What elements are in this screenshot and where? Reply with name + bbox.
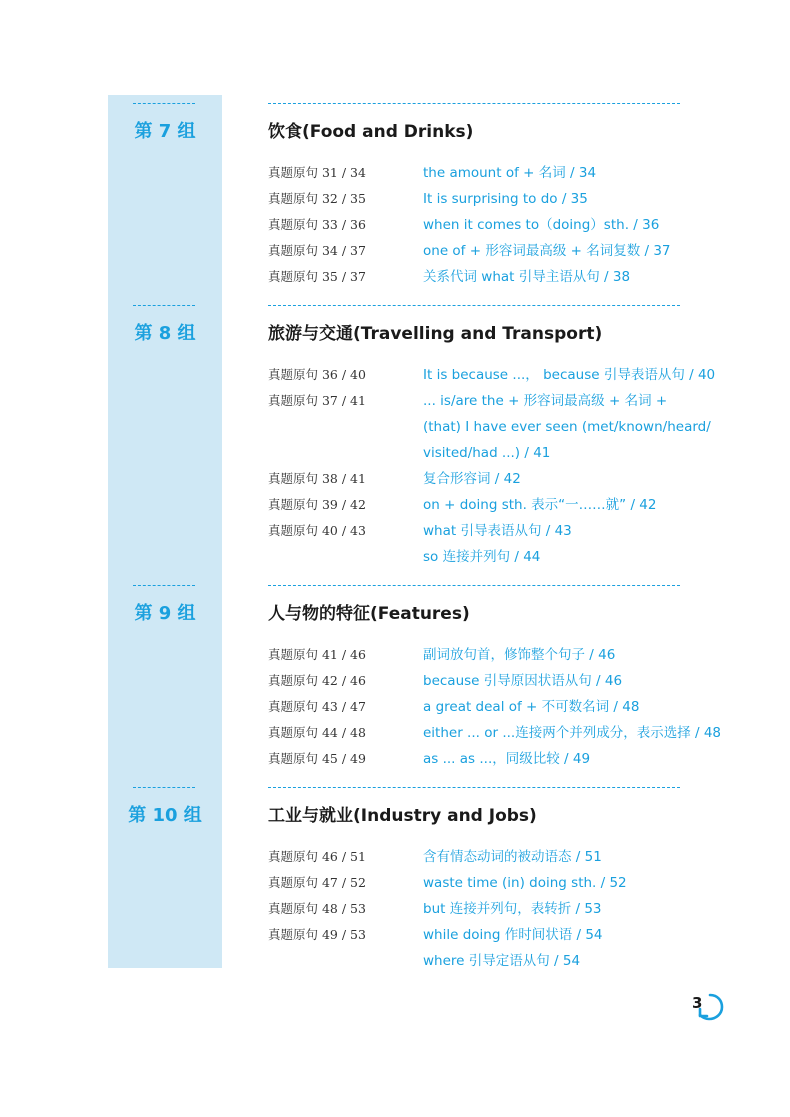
page-number: 3 [692,994,703,1012]
toc-row[interactable] [0,644,790,666]
topic-link[interactable]: 复合形容词 / 42 [423,471,521,487]
source-ref: 真题原句 36 / 40 [268,367,366,382]
toc-row[interactable] [0,494,790,516]
source-ref: 真题原句 45 / 49 [268,751,366,766]
toc-row[interactable] [0,722,790,744]
source-ref: 真题原句 35 / 37 [268,269,366,284]
toc-row[interactable] [0,546,790,568]
group-label: 第 10 组 [128,805,202,826]
source-ref: 真题原句 39 / 42 [268,497,366,512]
toc-row[interactable] [0,696,790,718]
section-divider [268,585,680,586]
source-ref: 真题原句 43 / 47 [268,699,366,714]
topic-link[interactable]: what 引导表语从句 / 43 [423,523,572,539]
topic-link[interactable]: visited/had ...) / 41 [423,445,551,461]
topic-link[interactable]: because 引导原因状语从句 / 46 [423,673,623,689]
toc-row[interactable] [0,364,790,386]
topic-link[interactable]: a great deal of + 不可数名词 / 48 [423,699,640,715]
toc-row[interactable] [0,468,790,490]
section-title: 人与物的特征(Features) [268,604,470,624]
toc-row[interactable] [0,846,790,868]
toc-row[interactable] [0,266,790,288]
toc-row[interactable] [0,950,790,972]
topic-link[interactable]: as ... as ...，同级比较 / 49 [423,751,591,767]
topic-link[interactable]: on + doing sth. 表示“一……就” / 42 [423,497,657,513]
topic-link[interactable]: 副词放句首，修饰整个句子 / 46 [423,647,616,663]
toc-row[interactable] [0,520,790,542]
section-divider [268,103,680,104]
topic-link[interactable]: It is surprising to do / 35 [423,191,588,207]
section-title: 饮食(Food and Drinks) [268,122,474,142]
topic-link[interactable]: so 连接并列句 / 44 [423,549,541,565]
section-divider [268,787,680,788]
group-label: 第 8 组 [134,323,196,344]
source-ref: 真题原句 49 / 53 [268,927,366,942]
source-ref: 真题原句 44 / 48 [268,725,366,740]
source-ref: 真题原句 40 / 43 [268,523,366,538]
source-ref: 真题原句 41 / 46 [268,647,366,662]
toc-row[interactable] [0,390,790,412]
source-ref: 真题原句 33 / 36 [268,217,366,232]
topic-link[interactable]: It is because ...， because 引导表语从句 / 40 [423,367,716,383]
topic-link[interactable]: waste time (in) doing sth. / 52 [423,875,627,891]
group-divider [133,585,195,586]
toc-row[interactable] [0,442,790,464]
topic-link[interactable]: 关系代词 what 引导主语从句 / 38 [423,269,631,285]
topic-link[interactable]: while doing 作时间状语 / 54 [423,927,603,943]
source-ref: 真题原句 32 / 35 [268,191,366,206]
source-ref: 真题原句 46 / 51 [268,849,366,864]
topic-link[interactable]: the amount of + 名词 / 34 [423,165,597,181]
source-ref: 真题原句 38 / 41 [268,471,366,486]
section-title: 旅游与交通(Travelling and Transport) [268,324,603,344]
toc-row[interactable] [0,670,790,692]
topic-link[interactable]: when it comes to（doing）sth. / 36 [423,217,660,233]
section-title: 工业与就业(Industry and Jobs) [268,806,537,826]
toc-row[interactable] [0,214,790,236]
topic-link[interactable]: 含有情态动词的被动语态 / 51 [423,849,602,865]
toc-row[interactable] [0,162,790,184]
toc-row[interactable] [0,872,790,894]
group-divider [133,305,195,306]
group-divider [133,103,195,104]
topic-link[interactable]: but 连接并列句，表转折 / 53 [423,901,602,917]
toc-row[interactable] [0,924,790,946]
toc-row[interactable] [0,898,790,920]
toc-row[interactable] [0,748,790,770]
toc-row[interactable] [0,188,790,210]
source-ref: 真题原句 42 / 46 [268,673,366,688]
source-ref: 真题原句 31 / 34 [268,165,366,180]
section-divider [268,305,680,306]
toc-row[interactable] [0,416,790,438]
toc-row[interactable] [0,240,790,262]
group-divider [133,787,195,788]
topic-link[interactable]: where 引导定语从句 / 54 [423,953,581,969]
topic-link[interactable]: one of + 形容词最高级 + 名词复数 / 37 [423,243,671,259]
source-ref: 真题原句 34 / 37 [268,243,366,258]
topic-link[interactable]: either ... or ...连接两个并列成分，表示选择 / 48 [423,725,722,741]
topic-link[interactable]: (that) I have ever seen (met/known/heard/ [423,419,711,435]
group-label: 第 9 组 [134,603,196,624]
source-ref: 真题原句 47 / 52 [268,875,366,890]
topic-link[interactable]: ... is/are the + 形容词最高级 + 名词 + [423,393,668,409]
group-label: 第 7 组 [134,121,196,142]
source-ref: 真题原句 48 / 53 [268,901,366,916]
source-ref: 真题原句 37 / 41 [268,393,366,408]
